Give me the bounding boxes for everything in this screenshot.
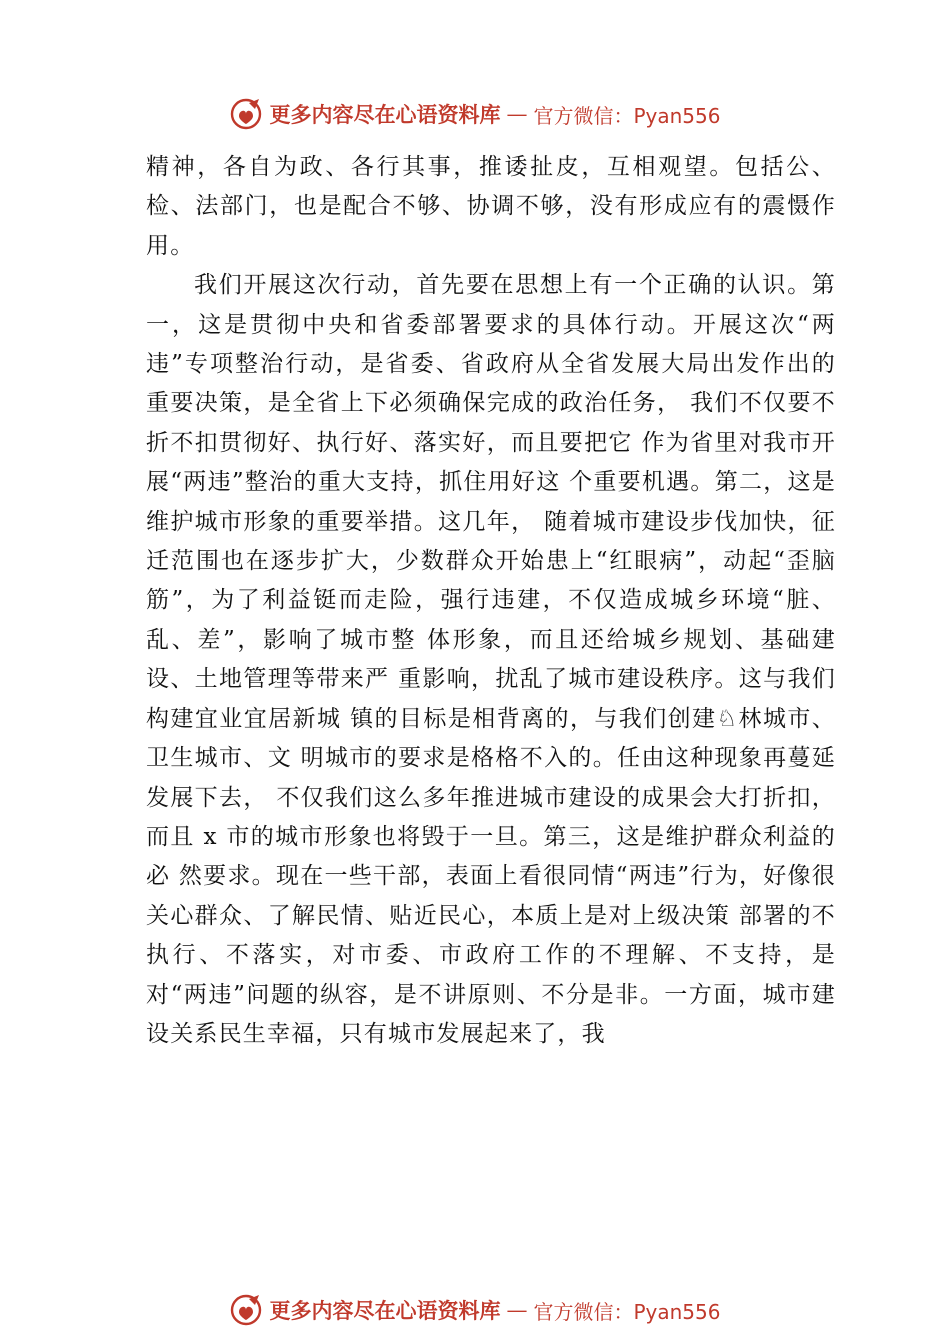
footer-banner <box>0 1290 950 1330</box>
paragraph-2: 我们开展这次行动，首先要在思想上有一个正确的认识。第一，这是贯彻中央和省委部署要求的具体行动。开展这次“两违”专项整治行动，是省委、省政府从全省发展大局出发作出的重要决策，是全省上下必须确保完成的政治任务， 我们不仅要不折不扣贯彻好、执行好、落实好，而且要把它 作为省里对我市开展“两违”整治的重大支持，抓住用好这 个重要机遇。第二，这是维护城市形象的重要举措。这几年， 随着城市建设步伐加快，征迁范围也在逐步扩大，少数群众开始患上“红眼病”，动起“歪脑筋”，为了利益铤而走险，强行违建，不仅造成城乡环境“脏、乱、差”，影响了城市整 体形象，而且还给城乡规划、基础建设、土地管理等带来严 重影响，扰乱了城市建设秩序。这与我们构建宜业宜居新城 镇的目标是相背离的，与我们创建♘林城市、卫生城市、文 明城市的要求是格格不入的。任由这种现象再蔓延发展下去， 不仅我们这么多年推进城市建设的成果会大打折扣，而且 x 市的城市形象也将毁于一旦。第三，这是维护群众利益的必 然要求。现在一些干部，表面上看很同情“两违”行为，好像很关心群众、了解民情、贴近民心，本质上是对上级决策 部署的不执行、不落实，对市委、市政府工作的不理解、不支持，是对“两违”问题的纵容，是不讲原则、不分是非。一方面，城市建设关系民生幸福，只有城市发展起来了，我 <box>146 272 836 1047</box>
pen-heart-logo-icon <box>229 1293 263 1327</box>
footer-brand-text: 更多内容尽在心语资料库 <box>269 1298 501 1323</box>
header-brand-text: 更多内容尽在心语资料库 <box>269 102 501 127</box>
footer-dash: — <box>506 1298 528 1322</box>
header-wechat-text: 官方微信：Pyan556 <box>533 103 721 128</box>
footer-wechat-text: 官方微信：Pyan556 <box>533 1299 721 1324</box>
header-banner <box>0 94 950 134</box>
header-dash: — <box>506 102 528 126</box>
document-body <box>146 148 836 1054</box>
pen-heart-logo-icon <box>229 97 263 131</box>
paragraph-1: 精神，各自为政、各行其事，推诿扯皮，互相观望。包括公、检、法部门，也是配合不够、协调不够，没有形成应有的震慑作用。 <box>146 154 836 259</box>
